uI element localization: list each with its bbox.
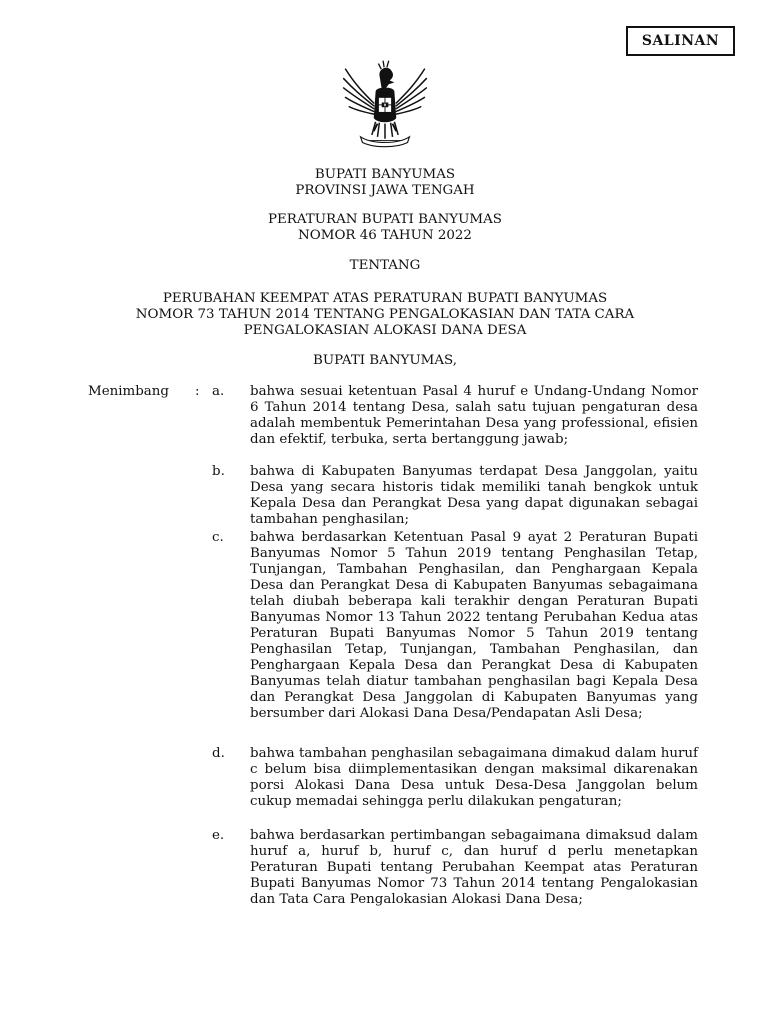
subject-line-1: PERUBAHAN KEEMPAT ATAS PERATURAN BUPATI BANYUMAS [162,291,608,306]
considering-label: Menimbang [88,384,169,399]
item-text: bahwa berdasarkan pertimbangan sebagaimana dimaksud dalam huruf a, huruf b, huruf c, dan huruf d perlu menetapkan Peraturan Bupati tentang Perubahan Keempat atas Peraturan Bupati Banyumas Nomor 73 Tahun 2014 tentang Pengalokasian dan Tata Cara Pengalokasian Alokasi Dana Desa; [250,828,698,907]
item-text: bahwa sesuai ketentuan Pasal 4 huruf e Undang-Undang Nomor 6 Tahun 2014 tentang Desa, salah satu tujuan pengaturan desa adalah membentuk Pemerintahan Desa yang professional, efisien dan efektif, terbuka, serta bertanggung jawab; [250,384,698,447]
about-heading: TENTANG [349,258,421,273]
regulation-title: PERATURAN BUPATI BANYUMAS [268,212,502,227]
item-text: bahwa tambahan penghasilan sebagaimana dimakud dalam huruf c belum bisa diimplementasikan dengan maksimal dikarenakan porsi Alokasi Dana Desa untuk Desa-Desa Janggolan belum cukup memadai sehingga perlu dilakukan pengaturan; [250,746,698,809]
garuda-emblem-icon [338,56,432,150]
salinan-stamp: SALINAN [626,26,735,56]
subject-line-3: PENGALOKASIAN ALOKASI DANA DESA [243,323,527,338]
regent-title: BUPATI BANYUMAS [314,167,456,182]
item-letter: d. [212,746,225,761]
considering-colon: : [195,384,200,399]
item-text: bahwa di Kabupaten Banyumas terdapat Desa Janggolan, yaitu Desa yang secara historis tidak memiliki tanah bengkok untuk Kepala Desa dan Perangkat Desa yang dapat digunakan sebagai tambahan penghasilan; [250,464,698,527]
regulation-number: NOMOR 46 TAHUN 2022 [298,228,472,243]
subject-line-2: NOMOR 73 TAHUN 2014 TENTANG PENGALOKASIAN DAN TATA CARA [135,307,635,322]
item-letter: b. [212,464,225,479]
item-text: bahwa berdasarkan Ketentuan Pasal 9 ayat 2 Peraturan Bupati Banyumas Nomor 5 Tahun 2019 tentang Penghasilan Tetap, Tunjangan, Tambahan Penghasilan, dan Penghargaan Kepala Desa dan Perangkat Desa di Kabupaten Banyumas sebagaimana telah diubah beberapa kali terakhir dengan Peraturan Bupati Banyumas Nomor 13 Tahun 2022 tentang Perubahan Kedua atas Peraturan Bupati Banyumas Nomor 5 Tahun 2019 tentang Penghasilan Tetap, Tunjangan, Tambahan Penghasilan, dan Penghargaan Kepala Desa dan Perangkat Desa di Kabupaten Banyumas telah diatur tambahan penghasilan bagi Kepala Desa dan Perangkat Desa Janggolan di Kabupaten Banyumas yang bersumber dari Alokasi Dana Desa/Pendapatan Asli Desa; [250,530,698,721]
opening-line: BUPATI BANYUMAS, [312,353,457,368]
province-name: PROVINSI JAWA TENGAH [295,183,475,198]
item-letter: a. [212,384,225,399]
item-letter: c. [212,530,224,545]
item-letter: e. [212,828,225,843]
